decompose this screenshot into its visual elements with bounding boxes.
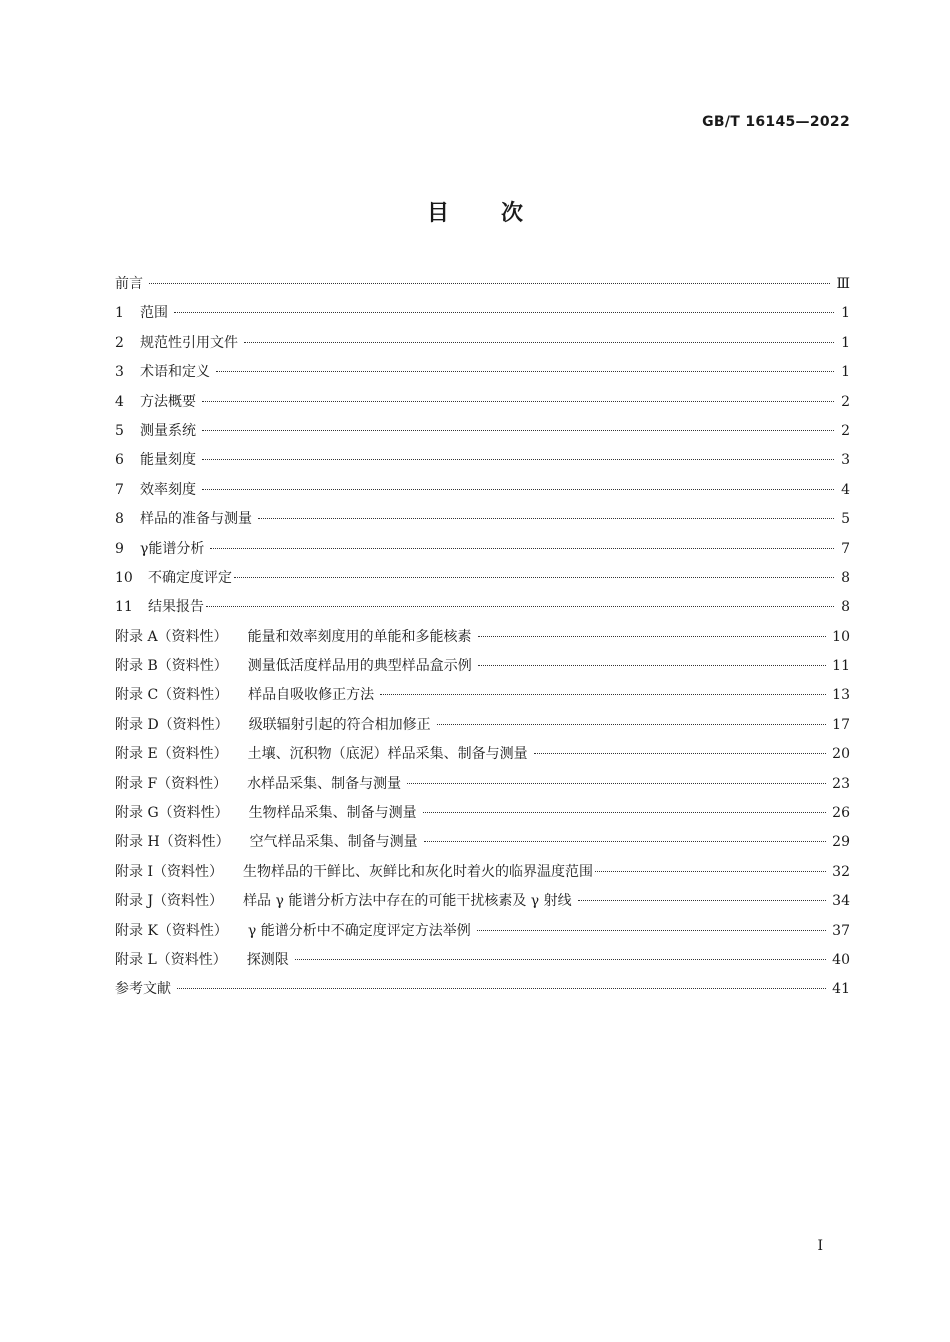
toc-entry-number: 3 <box>115 364 124 381</box>
toc-entry-page: 23 <box>832 775 850 792</box>
toc-entry-page: 2 <box>841 422 850 439</box>
toc-entry-title: 水样品采集、制备与测量 <box>247 775 402 792</box>
toc-entry-page: 3 <box>841 452 850 469</box>
toc-entry-11[interactable] <box>115 593 850 622</box>
toc-annex-label: 附录 K（资料性） <box>115 922 228 939</box>
toc-entry-4[interactable] <box>115 388 850 417</box>
toc-entry-number: 2 <box>115 334 124 351</box>
dot-leader <box>478 665 826 666</box>
toc-entry-title: 术语和定义 <box>140 364 210 381</box>
toc-entry-number: 11 <box>115 599 133 616</box>
dot-leader <box>258 518 834 519</box>
toc-entry-title: 探测限 <box>246 951 289 968</box>
toc-entry-3[interactable] <box>115 358 850 387</box>
toc-entry-annex-a[interactable] <box>115 623 850 652</box>
toc-entry-number: 4 <box>115 393 124 410</box>
toc-entry-title: 能量刻度 <box>140 452 196 469</box>
toc-entry-title: 方法概要 <box>140 393 196 410</box>
toc-entry-title: 生物样品的干鲜比、灰鲜比和灰化时着火的临界温度范围 <box>242 863 593 880</box>
dot-leader <box>202 401 834 402</box>
toc-entry-page: 4 <box>841 481 850 498</box>
toc-entry-page: 40 <box>832 951 850 968</box>
toc-entry-annex-l[interactable] <box>115 946 850 975</box>
dot-leader <box>216 371 834 372</box>
toc-entry-annex-i[interactable] <box>115 858 850 887</box>
dot-leader <box>595 871 826 872</box>
toc-entry-page: Ⅲ <box>836 276 850 292</box>
toc-entry-page: 1 <box>841 334 850 351</box>
title-char-2: 次 <box>501 201 524 226</box>
toc-entry-foreword[interactable] <box>115 270 850 299</box>
toc-entry-annex-f[interactable] <box>115 770 850 799</box>
dot-leader <box>206 606 834 607</box>
dot-leader <box>424 841 827 842</box>
toc-entry-6[interactable] <box>115 446 850 475</box>
toc-entry-title: 不确定度评定 <box>148 569 232 586</box>
toc-entry-title: 空气样品采集、制备与测量 <box>249 834 418 851</box>
toc-entry-page: 11 <box>832 658 850 675</box>
toc-annex-label: 附录 C（资料性） <box>115 687 229 704</box>
toc-entry-annex-k[interactable] <box>115 917 850 946</box>
toc-entry-9[interactable] <box>115 535 850 564</box>
dot-leader <box>477 930 826 931</box>
toc-entry-page: 34 <box>832 893 850 910</box>
toc-entry-title: 样品的准备与测量 <box>140 511 252 528</box>
toc-entry-number: 10 <box>115 569 133 586</box>
toc-entry-number: 7 <box>115 481 124 498</box>
toc-entry-number: 9 <box>115 540 124 557</box>
toc-entry-annex-c[interactable] <box>115 681 850 710</box>
toc-entry-title: 测量低活度样品用的典型样品盒示例 <box>247 658 472 675</box>
toc-entry-title: 规范性引用文件 <box>140 334 238 351</box>
toc-entry-1[interactable] <box>115 299 850 328</box>
dot-leader <box>174 312 834 313</box>
toc-entry-page: 37 <box>832 922 850 939</box>
toc-entry-page: 5 <box>841 511 850 528</box>
dot-leader <box>478 636 827 637</box>
table-of-contents <box>115 270 850 1005</box>
toc-entry-title: 样品 γ 能谱分析方法中存在的可能干扰核素及 γ 射线 <box>243 893 572 910</box>
toc-entry-bibliography[interactable] <box>115 975 850 1004</box>
toc-entry-page: 7 <box>841 540 850 557</box>
toc-entry-page: 41 <box>832 981 850 998</box>
toc-entry-page: 26 <box>832 805 850 822</box>
toc-entry-title: 测量系统 <box>140 422 196 439</box>
toc-entry-10[interactable] <box>115 564 850 593</box>
toc-entry-8[interactable] <box>115 505 850 534</box>
toc-annex-label: 附录 J（资料性） <box>115 893 224 910</box>
toc-annex-label: 附录 I（资料性） <box>115 863 223 880</box>
toc-entry-annex-j[interactable] <box>115 887 850 916</box>
dot-leader <box>244 342 834 343</box>
toc-entry-page: 17 <box>832 716 850 733</box>
toc-entry-number: 8 <box>115 511 124 528</box>
dot-leader <box>295 959 826 960</box>
dot-leader <box>202 430 834 431</box>
standard-code: GB/T 16145—2022 <box>702 114 850 130</box>
toc-annex-label: 附录 A（资料性） <box>115 628 228 645</box>
dot-leader <box>578 900 827 901</box>
toc-entry-number: 1 <box>115 305 124 322</box>
dot-leader <box>437 724 826 725</box>
toc-entry-number: 6 <box>115 452 124 469</box>
toc-entry-page: 13 <box>832 687 850 704</box>
toc-annex-label: 附录 H（资料性） <box>115 834 230 851</box>
dot-leader <box>149 283 830 284</box>
toc-entry-number: 5 <box>115 422 124 439</box>
page-title <box>0 196 950 227</box>
toc-entry-title: 生物样品采集、制备与测量 <box>248 805 417 822</box>
toc-annex-label: 附录 F（资料性） <box>115 775 228 792</box>
toc-entry-page: 2 <box>841 393 850 410</box>
title-char-1: 目 <box>426 201 449 226</box>
toc-entry-title: 土壤、沉积物（底泥）样品采集、制备与测量 <box>247 746 528 763</box>
dot-leader <box>202 489 834 490</box>
dot-leader <box>534 753 827 754</box>
toc-entry-page: 1 <box>841 364 850 381</box>
toc-entry-annex-h[interactable] <box>115 828 850 857</box>
toc-entry-title: 范围 <box>140 305 168 322</box>
page-number: I <box>817 1238 823 1254</box>
toc-entry-7[interactable] <box>115 476 850 505</box>
toc-entry-title: 参考文献 <box>115 981 171 998</box>
toc-annex-label: 附录 L（资料性） <box>115 951 227 968</box>
toc-entry-title: 级联辐射引起的符合相加修正 <box>248 716 431 733</box>
toc-annex-label: 附录 B（资料性） <box>115 658 228 675</box>
toc-entry-page: 20 <box>832 746 850 763</box>
dot-leader <box>407 783 826 784</box>
toc-entry-title: 能量和效率刻度用的单能和多能核素 <box>247 628 472 645</box>
dot-leader <box>234 577 834 578</box>
dot-leader <box>210 548 834 549</box>
toc-entry-page: 10 <box>832 628 850 645</box>
toc-annex-label: 附录 G（资料性） <box>115 805 229 822</box>
dot-leader <box>423 812 827 813</box>
toc-entry-annex-d[interactable] <box>115 711 850 740</box>
toc-entry-annex-e[interactable] <box>115 740 850 769</box>
toc-entry-title: 效率刻度 <box>140 481 196 498</box>
toc-entry-title: γ能谱分析 <box>140 540 205 557</box>
toc-entry-title: γ 能谱分析中不确定度评定方法举例 <box>247 922 471 939</box>
dot-leader <box>380 694 826 695</box>
toc-entry-2[interactable] <box>115 329 850 358</box>
toc-entry-title: 前言 <box>115 276 143 292</box>
toc-entry-annex-b[interactable] <box>115 652 850 681</box>
toc-entry-5[interactable] <box>115 417 850 446</box>
dot-leader <box>202 459 834 460</box>
toc-entry-page: 29 <box>832 834 850 851</box>
toc-entry-page: 1 <box>841 305 850 322</box>
toc-entry-title: 样品自吸收修正方法 <box>248 687 375 704</box>
toc-entry-page: 8 <box>841 599 850 616</box>
toc-entry-page: 8 <box>841 569 850 586</box>
dot-leader <box>177 988 826 989</box>
toc-annex-label: 附录 D（资料性） <box>115 716 229 733</box>
toc-entry-title: 结果报告 <box>148 599 204 616</box>
toc-entry-page: 32 <box>832 863 850 880</box>
toc-annex-label: 附录 E（资料性） <box>115 746 228 763</box>
toc-entry-annex-g[interactable] <box>115 799 850 828</box>
